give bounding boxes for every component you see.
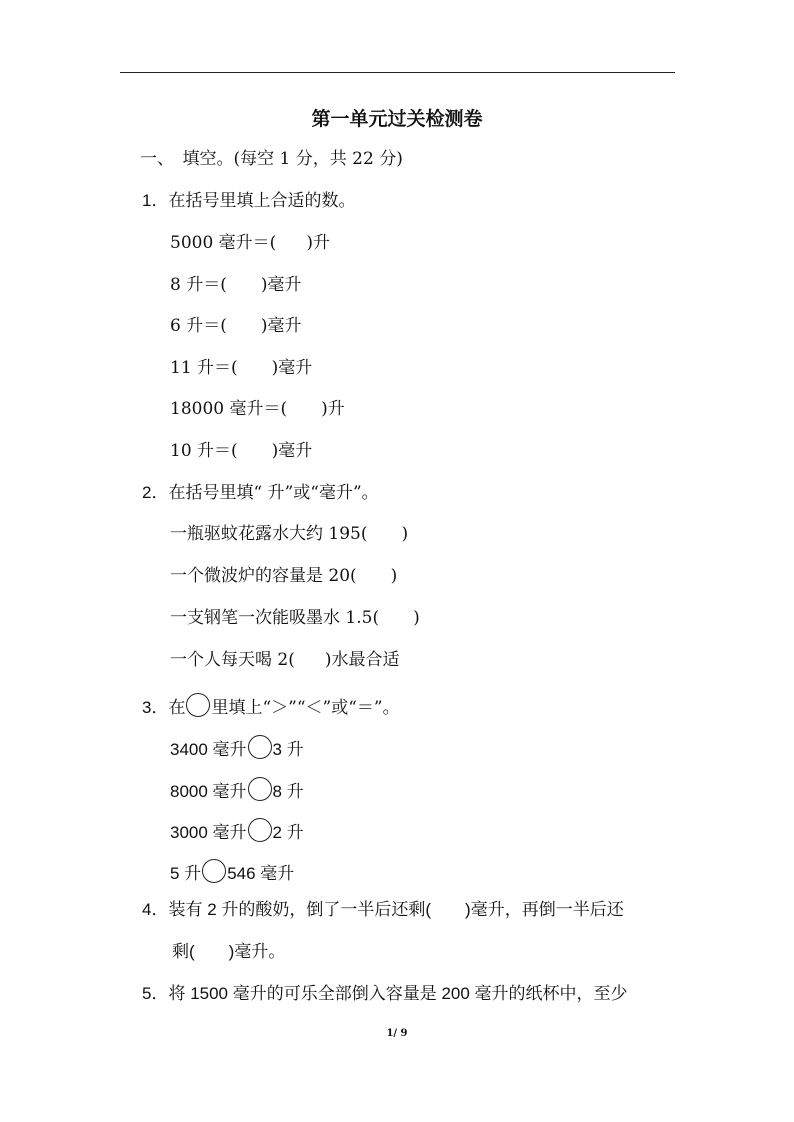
question-5-line1 [142,983,628,1005]
question-3-prompt [142,693,400,719]
question-number: 3． [142,698,169,717]
item-text: 一个人每天喝 2( [170,650,295,670]
item-text: 18000 毫升＝( [170,399,288,419]
question-text: 装有 2 升的酸奶，倒了一半后还剩( [168,900,432,919]
q1-item [170,315,302,337]
q3-item [170,818,304,844]
item-unit: )升 [306,233,330,253]
item-right: 2 升 [272,823,304,842]
item-right: 546 毫升 [227,864,295,883]
item-text: 6 升＝( [170,316,227,336]
page-number: 1/ 9 [386,1028,408,1039]
page-title: 第一单元过关检测卷 [311,108,483,130]
item-text: 一个微波炉的容量是 20( [170,566,357,586]
header-rule [120,72,675,73]
q3-item [170,777,304,803]
item-unit: ) [413,608,420,628]
item-right: 3 升 [272,740,304,759]
question-number: 4． [142,900,169,919]
question-4-line1 [142,899,624,921]
item-text: 一瓶驱蚊花露水大约 195( [170,524,368,544]
q1-item [170,274,302,296]
question-text: )毫升，再倒一半后还 [465,900,624,919]
item-text: 11 升＝( [170,358,238,378]
q3-item [170,735,304,761]
question-text: 在括号里填“ 升”或“毫升”。 [168,483,379,503]
q2-item [170,565,397,587]
item-left: 8000 毫升 [170,782,247,801]
item-text: 5000 毫升＝( [170,233,277,253]
q1-item [170,398,345,420]
item-left: 3400 毫升 [170,740,247,759]
question-text: 在 [168,698,186,718]
item-unit: )毫升 [271,358,313,378]
compare-circle[interactable] [248,777,272,801]
item-unit: )毫升 [271,441,313,461]
item-text: 10 升＝( [170,441,238,461]
q2-item [170,649,400,671]
question-4-line2 [172,941,285,963]
item-text: 8 升＝( [170,275,227,295]
item-left: 3000 毫升 [170,823,247,842]
question-text: 剩( [172,942,195,961]
item-unit: )升 [321,399,345,419]
item-unit: )毫升 [260,275,302,295]
compare-circle[interactable] [248,818,272,842]
section-heading: 一、 填空。(每空 1 分，共 22 分) [140,149,403,169]
question-number: 5． [142,984,169,1003]
compare-circle[interactable] [248,735,272,759]
compare-circle[interactable] [202,859,226,883]
item-unit: )水最合适 [324,650,400,670]
question-number: 1． [142,191,169,210]
question-text: )毫升。 [228,942,286,961]
q3-item [170,859,294,885]
question-number: 2． [142,483,169,502]
item-text: 一支钢笔一次能吸墨水 1.5( [170,608,380,628]
item-unit: )毫升 [260,316,302,336]
question-text: 里填上“＞”“＜”或“＝”。 [211,698,400,718]
item-left: 5 升 [170,864,202,883]
q1-item [170,440,312,462]
q1-item [170,232,330,254]
question-1-prompt [142,190,355,212]
item-unit: ) [390,566,398,586]
q1-item [170,357,312,379]
q2-item [170,523,408,545]
item-right: 8 升 [272,782,304,801]
item-unit: ) [401,524,409,544]
question-text: 在括号里填上合适的数。 [168,191,356,211]
question-2-prompt [142,482,379,504]
question-text: 将 1500 毫升的可乐全部倒入容量是 200 毫升的纸杯中，至少 [168,984,628,1003]
q2-item [170,607,420,629]
circle-blank-icon [186,693,210,717]
